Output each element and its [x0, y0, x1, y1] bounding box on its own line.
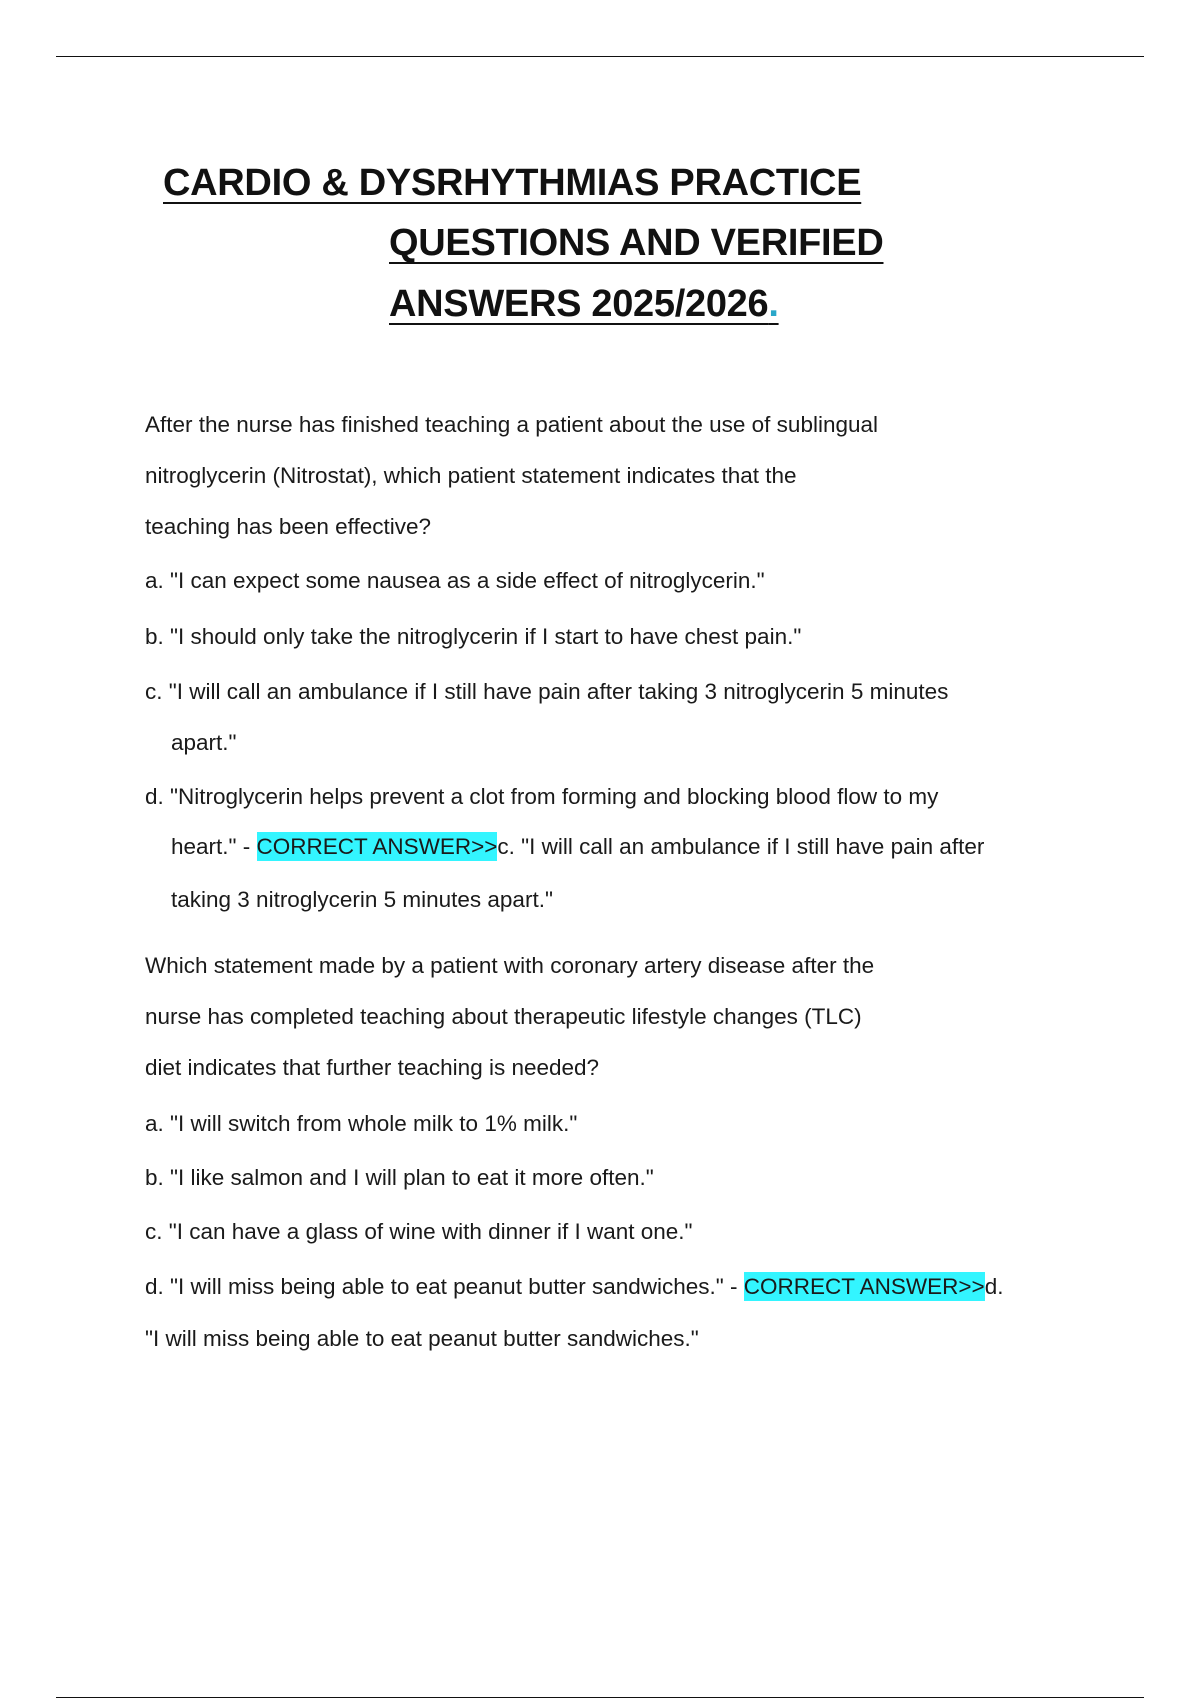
question-1-stem-line-1: After the nurse has finished teaching a patient about the use of sublingual: [145, 412, 879, 437]
question-2-correct-answer: d.: [984, 1274, 1004, 1299]
bottom-rule: [56, 1697, 1144, 1698]
question-2-stem-line-3: diet indicates that further teaching is needed?: [145, 1055, 600, 1080]
question-1-option-d-cont: heart." -: [171, 834, 257, 859]
question-2-option-d: d. "I will miss being able to eat peanut butter sandwiches." -: [145, 1274, 744, 1299]
question-1-option-a: a. "I can expect some nausea as a side effect of nitroglycerin.": [145, 568, 765, 593]
question-1-option-d: d. "Nitroglycerin helps prevent a clot from forming and blocking blood flow to my: [145, 784, 939, 809]
question-2-correct-answer-cont: "I will miss being able to eat peanut butter sandwiches.": [145, 1326, 699, 1351]
title-line-2: QUESTIONS AND VERIFIED: [389, 222, 884, 264]
question-1-correct-answer-cont: taking 3 nitroglycerin 5 minutes apart.": [171, 887, 553, 912]
question-2-option-b: b. "I like salmon and I will plan to eat it more often.": [145, 1165, 654, 1190]
question-1-option-c-cont: apart.": [171, 730, 237, 755]
question-2-option-c: c. "I can have a glass of wine with dinner if I want one.": [145, 1219, 693, 1244]
question-2-stem-line-1: Which statement made by a patient with coronary artery disease after the: [145, 953, 875, 978]
top-rule: [56, 56, 1144, 57]
question-1-stem-line-3: teaching has been effective?: [145, 514, 432, 539]
question-1-answer-line: [171, 836, 984, 859]
question-1-stem-line-2: nitroglycerin (Nitrostat), which patient statement indicates that the: [145, 463, 797, 488]
question-2-option-a: a. "I will switch from whole milk to 1% milk.": [145, 1111, 578, 1136]
title-line-1: CARDIO & DYSRHYTHMIAS PRACTICE: [163, 162, 862, 204]
question-2-answer-line: [145, 1276, 1003, 1299]
title-line-3: [389, 283, 779, 326]
question-1-option-b: b. "I should only take the nitroglycerin if I start to have chest pain.": [145, 624, 802, 649]
question-1-option-c: c. "I will call an ambulance if I still have pain after taking 3 nitroglycerin 5 minutes: [145, 679, 949, 704]
question-2-stem-line-2: nurse has completed teaching about therapeutic lifestyle changes (TLC): [145, 1004, 862, 1029]
question-1-correct-answer: c. "I will call an ambulance if I still have pain after: [497, 834, 985, 859]
title-period: .: [768, 283, 779, 325]
title-line-3-text: ANSWERS 2025/2026: [389, 283, 769, 325]
question-2-correct-answer-label: CORRECT ANSWER>>: [743, 1274, 985, 1299]
question-1-correct-answer-label: CORRECT ANSWER>>: [256, 834, 498, 859]
